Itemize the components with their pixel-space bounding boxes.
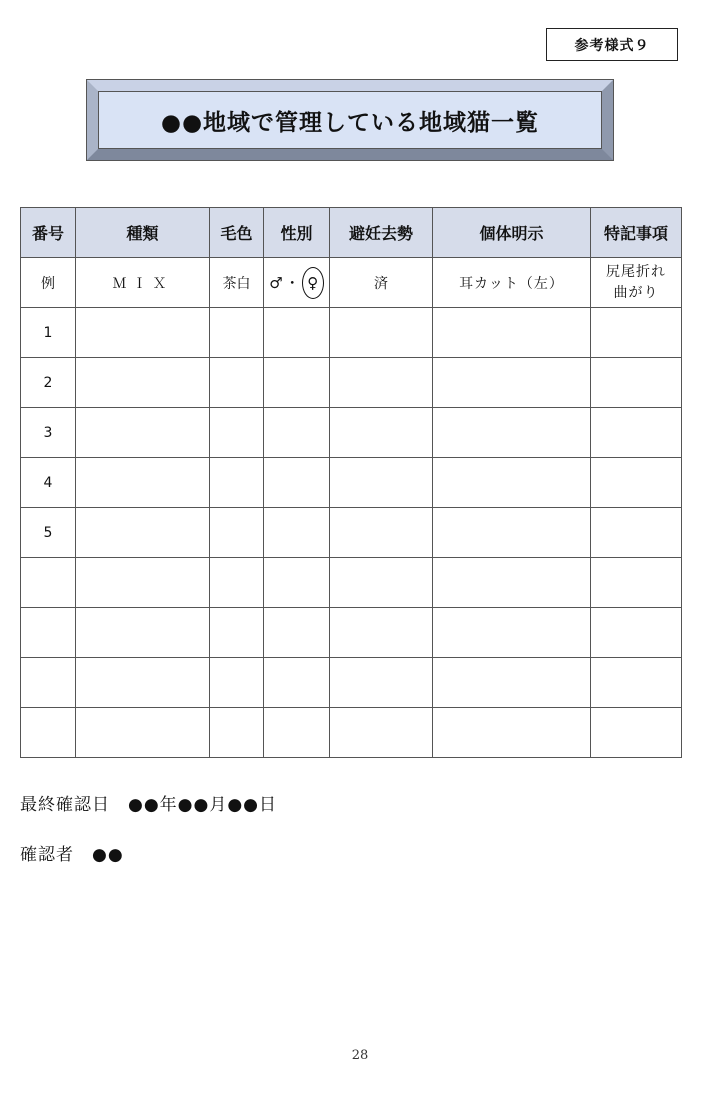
example-sex: [264, 258, 330, 308]
example-breed: ＭＩＸ: [76, 258, 210, 308]
example-color: 茶白: [210, 258, 264, 308]
empty-cell: [591, 458, 682, 508]
empty-cell: [591, 508, 682, 558]
example-identification: 耳カット（左）: [433, 258, 591, 308]
empty-cell: [330, 558, 433, 608]
empty-cell: [264, 608, 330, 658]
empty-cell: [433, 458, 591, 508]
confirmer: 確認者 ●●: [20, 845, 124, 865]
empty-cell: [433, 658, 591, 708]
empty-cell: [76, 558, 210, 608]
empty-cell: [210, 408, 264, 458]
sex-separator: ・: [284, 274, 300, 292]
empty-cell: [330, 608, 433, 658]
community-cat-table: [20, 207, 682, 758]
last-confirmed-date: 最終確認日 ●●年●●月●●日: [20, 795, 278, 815]
empty-cell: [264, 658, 330, 708]
empty-cell: [433, 708, 591, 758]
row-number: [21, 708, 76, 758]
row-number: 2: [21, 358, 76, 408]
empty-cell: [76, 408, 210, 458]
empty-cell: [76, 608, 210, 658]
empty-cell: [76, 358, 210, 408]
empty-cell: [76, 458, 210, 508]
row-number: 5: [21, 508, 76, 558]
example-remarks-line2: 曲がり: [613, 284, 659, 301]
row-number: [21, 558, 76, 608]
header-color: 毛色: [210, 208, 264, 258]
row-number: 1: [21, 308, 76, 358]
form-number-label: 参考様式９: [546, 28, 678, 61]
table-header-row: [21, 208, 682, 258]
empty-cell: [330, 358, 433, 408]
header-breed: 種類: [76, 208, 210, 258]
empty-cell: [210, 658, 264, 708]
example-remarks-line1: 尻尾折れ: [606, 263, 666, 280]
male-symbol: ♂: [269, 273, 283, 292]
empty-cell: [330, 308, 433, 358]
header-remarks: 特記事項: [591, 208, 682, 258]
title-box: [87, 80, 613, 160]
header-identification: 個体明示: [433, 208, 591, 258]
empty-cell: [210, 458, 264, 508]
empty-cell: [264, 308, 330, 358]
header-number: 番号: [21, 208, 76, 258]
empty-cell: [264, 508, 330, 558]
table-row: [21, 458, 682, 508]
empty-cell: [330, 508, 433, 558]
example-number: 例: [21, 258, 76, 308]
row-number: 3: [21, 408, 76, 458]
empty-cell: [210, 608, 264, 658]
table-row: [21, 558, 682, 608]
table-row: [21, 408, 682, 458]
table-row: [21, 508, 682, 558]
empty-cell: [591, 708, 682, 758]
example-neutered: 済: [330, 258, 433, 308]
table-row: [21, 358, 682, 408]
empty-cell: [330, 458, 433, 508]
table-row: [21, 308, 682, 358]
empty-cell: [264, 358, 330, 408]
empty-cell: [591, 558, 682, 608]
empty-cell: [210, 508, 264, 558]
empty-cell: [433, 308, 591, 358]
empty-cell: [330, 408, 433, 458]
empty-cell: [264, 558, 330, 608]
empty-cell: [210, 358, 264, 408]
example-remarks: [591, 258, 682, 308]
empty-cell: [76, 508, 210, 558]
example-row: [21, 258, 682, 308]
page-number: 28: [351, 1048, 369, 1063]
empty-cell: [76, 658, 210, 708]
table-row: [21, 608, 682, 658]
empty-cell: [264, 458, 330, 508]
empty-cell: [210, 308, 264, 358]
empty-cell: [76, 308, 210, 358]
row-number: 4: [21, 458, 76, 508]
female-symbol-circled: ♀: [302, 267, 324, 299]
row-number: [21, 658, 76, 708]
header-neutered: 避妊去勢: [330, 208, 433, 258]
empty-cell: [330, 708, 433, 758]
header-sex: 性別: [264, 208, 330, 258]
empty-cell: [591, 658, 682, 708]
empty-cell: [76, 708, 210, 758]
empty-cell: [433, 508, 591, 558]
empty-cell: [264, 708, 330, 758]
empty-cell: [210, 708, 264, 758]
empty-cell: [591, 358, 682, 408]
empty-cell: [264, 408, 330, 458]
table-row: [21, 658, 682, 708]
empty-cell: [330, 658, 433, 708]
empty-cell: [591, 308, 682, 358]
table-row: [21, 708, 682, 758]
empty-cell: [591, 608, 682, 658]
page-title: ●●地域で管理している地域猫一覧: [98, 91, 602, 149]
row-number: [21, 608, 76, 658]
empty-cell: [210, 558, 264, 608]
empty-cell: [433, 408, 591, 458]
empty-cell: [591, 408, 682, 458]
empty-cell: [433, 358, 591, 408]
empty-cell: [433, 608, 591, 658]
empty-cell: [433, 558, 591, 608]
